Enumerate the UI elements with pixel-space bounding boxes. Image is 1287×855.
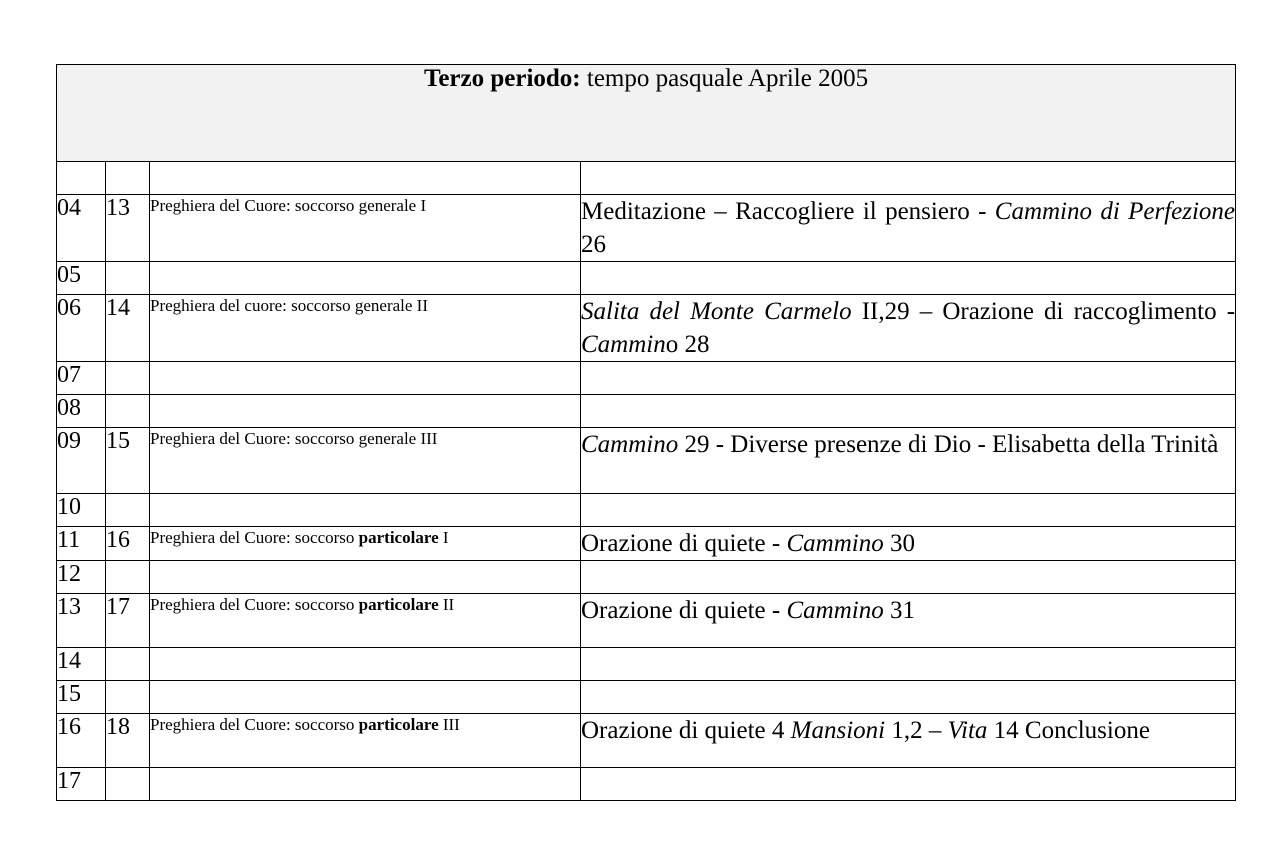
lesson-number-cell: 14 — [106, 295, 150, 362]
day-cell — [57, 162, 106, 195]
day-cell: 04 — [57, 195, 106, 262]
desc-text: III — [438, 715, 460, 734]
day-cell: 07 — [57, 362, 106, 395]
table-row — [57, 714, 1236, 768]
topic-cell — [581, 428, 1236, 494]
desc-text: Preghiera del Cuore: soccorso generale I — [150, 196, 427, 215]
topic-cell — [581, 561, 1236, 594]
topic-cell — [581, 681, 1236, 714]
table-row — [57, 494, 1236, 527]
day-cell: 16 — [57, 714, 106, 768]
main-text: Orazione di quiete - — [581, 530, 787, 557]
main-text: Salita del Monte Carmelo — [581, 298, 852, 325]
main-text: Meditazione – Raccogliere il pensiero - — [581, 198, 995, 225]
lesson-number-cell — [106, 395, 150, 428]
main-text: Cammino — [786, 597, 884, 624]
prayer-description-cell — [150, 527, 581, 561]
table-row — [57, 648, 1236, 681]
table-row — [57, 195, 1236, 262]
main-text: Cammin — [581, 331, 666, 358]
lesson-number-cell: 15 — [106, 428, 150, 494]
day-cell: 13 — [57, 594, 106, 648]
topic-cell — [581, 527, 1236, 561]
desc-text: Preghiera del cuore: soccorso generale II — [150, 296, 429, 315]
day-cell: 08 — [57, 395, 106, 428]
day-cell: 06 — [57, 295, 106, 362]
day-cell: 09 — [57, 428, 106, 494]
main-text: Cammino di Perfezione — [994, 198, 1236, 225]
main-text: 29 - Diverse presenze di Dio - Elisabetta della Trinità — [678, 431, 1219, 458]
prayer-description-cell — [150, 681, 581, 714]
main-text: o 28 — [665, 331, 710, 358]
lesson-number-cell — [106, 768, 150, 801]
table-row — [57, 681, 1236, 714]
prayer-description-cell — [150, 714, 581, 768]
main-text: 26 — [581, 231, 606, 258]
day-cell: 11 — [57, 527, 106, 561]
table-row — [57, 362, 1236, 395]
prayer-description-cell — [150, 295, 581, 362]
prayer-description-cell — [150, 428, 581, 494]
desc-text: Preghiera del Cuore: soccorso — [150, 528, 359, 547]
desc-text: I — [438, 528, 449, 547]
main-text: Vita — [947, 717, 988, 744]
table-row — [57, 527, 1236, 561]
topic-cell — [581, 395, 1236, 428]
desc-text: II — [438, 595, 455, 614]
lesson-number-cell — [106, 561, 150, 594]
main-text: Cammino — [581, 431, 679, 458]
day-cell: 17 — [57, 768, 106, 801]
topic-cell — [581, 195, 1236, 262]
topic-cell — [581, 162, 1236, 195]
prayer-description-cell — [150, 395, 581, 428]
day-cell: 15 — [57, 681, 106, 714]
lesson-number-cell — [106, 494, 150, 527]
desc-text: Preghiera del Cuore: soccorso — [150, 595, 359, 614]
day-cell: 05 — [57, 262, 106, 295]
prayer-description-cell — [150, 262, 581, 295]
schedule-table — [56, 64, 1236, 801]
main-text: 31 — [883, 597, 915, 624]
day-cell: 12 — [57, 561, 106, 594]
main-text: II,29 – Orazione di raccoglimento - — [851, 298, 1236, 325]
topic-cell — [581, 714, 1236, 768]
table-row — [57, 428, 1236, 494]
prayer-description-cell — [150, 594, 581, 648]
lesson-number-cell — [106, 362, 150, 395]
desc-text: particolare — [358, 595, 439, 614]
table-row — [57, 295, 1236, 362]
main-text: Cammino — [786, 530, 884, 557]
prayer-description-cell — [150, 494, 581, 527]
prayer-description-cell — [150, 768, 581, 801]
table-row — [57, 162, 1236, 195]
title-rest: tempo pasquale Aprile 2005 — [580, 65, 869, 92]
main-text: Orazione di quiete 4 — [581, 717, 791, 744]
table-row — [57, 561, 1236, 594]
title-bold: Terzo periodo: — [423, 65, 581, 92]
lesson-number-cell — [106, 681, 150, 714]
main-text: Mansioni — [790, 717, 886, 744]
prayer-description-cell — [150, 362, 581, 395]
topic-cell — [581, 362, 1236, 395]
day-cell: 14 — [57, 648, 106, 681]
day-cell: 10 — [57, 494, 106, 527]
prayer-description-cell — [150, 195, 581, 262]
topic-cell — [581, 648, 1236, 681]
desc-text: Preghiera del Cuore: soccorso generale III — [150, 429, 438, 448]
desc-text: Preghiera del Cuore: soccorso — [150, 715, 359, 734]
main-text: Orazione di quiete - — [581, 597, 787, 624]
prayer-description-cell — [150, 162, 581, 195]
table-title — [57, 65, 1236, 162]
lesson-number-cell — [106, 648, 150, 681]
desc-text: particolare — [358, 715, 439, 734]
topic-cell — [581, 594, 1236, 648]
lesson-number-cell — [106, 262, 150, 295]
topic-cell — [581, 494, 1236, 527]
topic-cell — [581, 295, 1236, 362]
lesson-number-cell: 13 — [106, 195, 150, 262]
main-text: 1,2 – — [885, 717, 948, 744]
main-text: 30 — [883, 530, 915, 557]
main-text: 14 Conclusione — [987, 717, 1150, 744]
lesson-number-cell: 16 — [106, 527, 150, 561]
topic-cell — [581, 262, 1236, 295]
table-row — [57, 768, 1236, 801]
table-row — [57, 395, 1236, 428]
lesson-number-cell: 17 — [106, 594, 150, 648]
table-row — [57, 262, 1236, 295]
prayer-description-cell — [150, 648, 581, 681]
lesson-number-cell — [106, 162, 150, 195]
lesson-number-cell: 18 — [106, 714, 150, 768]
desc-text: particolare — [358, 528, 439, 547]
table-row — [57, 594, 1236, 648]
prayer-description-cell — [150, 561, 581, 594]
topic-cell — [581, 768, 1236, 801]
header-row — [57, 65, 1236, 162]
